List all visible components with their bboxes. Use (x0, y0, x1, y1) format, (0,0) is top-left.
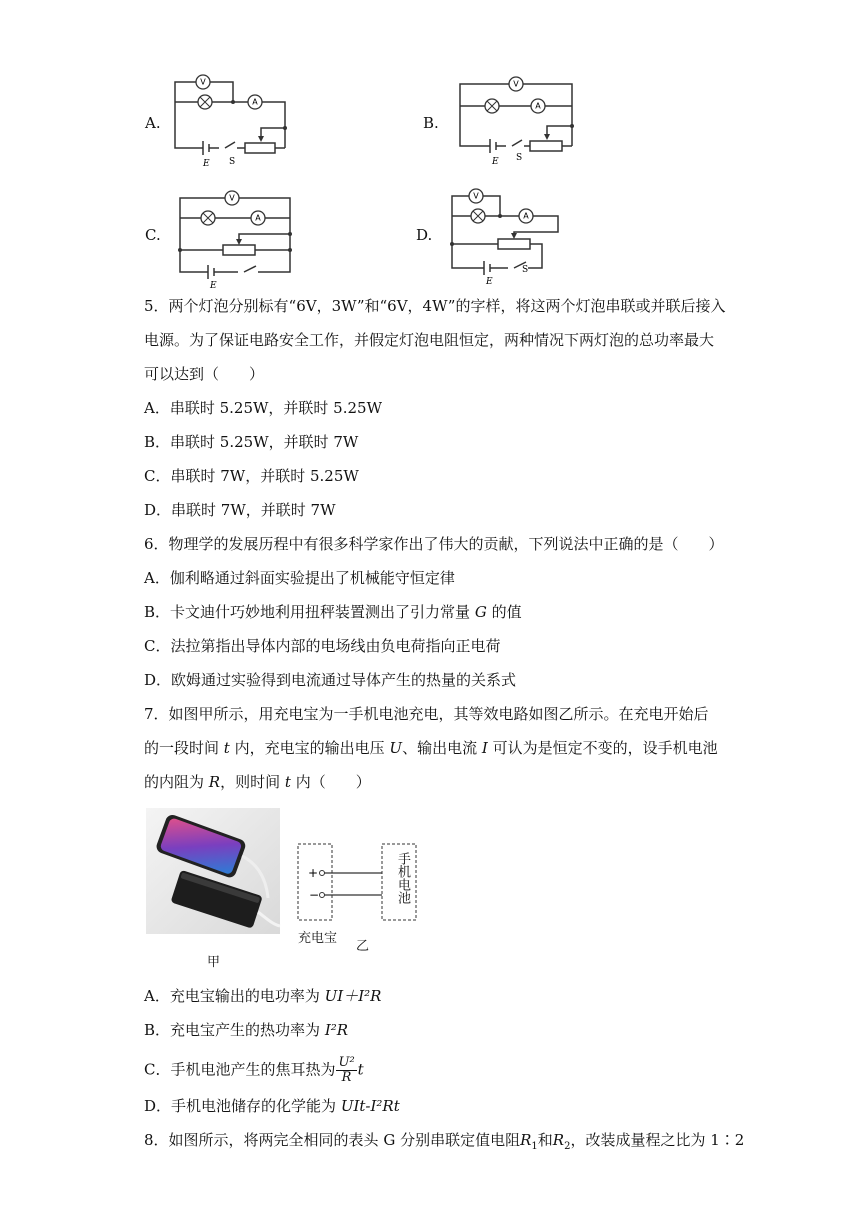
lamp-icon (471, 209, 485, 223)
q5-stem-line-3: 可以达到（ ） (144, 365, 265, 383)
lamp-icon (201, 211, 215, 225)
q6-option-c: C．法拉第指出导体内部的电场线由负电荷指向正电荷 (144, 637, 501, 655)
ammeter-icon (248, 95, 262, 109)
option-d-label: D. (416, 226, 433, 244)
option-b-label: B. (423, 114, 439, 132)
figure-yi-label: 乙 (356, 939, 370, 954)
svg-text:A: A (523, 211, 529, 221)
voltmeter-icon (509, 77, 523, 91)
q7-stem-line-1: 7．如图甲所示，用充电宝为一手机电池充电，其等效电路如图乙所示。在充电开始后 (144, 705, 709, 723)
q8-stem-line-1: 8．如图所示，将两完全相同的表头 G 分别串联定值电阻$R_1$和$R_2$，改装成量程之比为 1∶2 (144, 1131, 745, 1152)
fraction-u2-over-r: $\frac{\text{U²}}{R}$ (338, 1055, 355, 1085)
q6-option-d: D．欧姆通过实验得到电流通过导体产生的热量的关系式 (144, 671, 517, 689)
option-a-label: A. (145, 114, 161, 132)
svg-text:S: S (516, 153, 523, 163)
q6-option-a: A．伽利略通过斜面实验提出了机械能守恒定律 (144, 569, 455, 587)
svg-text:V: V (513, 79, 519, 89)
q7-option-c: C．手机电池产生的焦耳热为 $\frac{\text{U²}}{R}$ t (144, 1055, 364, 1085)
svg-text:A: A (255, 213, 261, 223)
q7-option-d: D．手机电池储存的化学能为 UIt-I²Rt (144, 1097, 400, 1115)
q5-option-d: D．串联时 7W，并联时 7W (144, 501, 336, 519)
ammeter-icon (531, 99, 545, 113)
circuit-diagram-b (450, 74, 580, 174)
svg-text:A: A (252, 97, 258, 107)
q7-stem-line-2: 的一段时间 t 内，充电宝的输出电压 U、输出电流 I 可认为是恒定不变的，设手机电池 (144, 739, 718, 757)
svg-text:E: E (203, 159, 210, 169)
figure-jia-label: 甲 (207, 955, 221, 970)
q7-option-a: A．充电宝输出的电功率为 UI＋I²R (144, 987, 382, 1005)
q7-option-b: B．充电宝产生的热功率为 I²R (144, 1021, 349, 1039)
q5-option-b: B．串联时 5.25W，并联时 7W (144, 433, 359, 451)
voltmeter-icon (196, 75, 210, 89)
svg-text:−: − (309, 888, 320, 902)
circuit-diagram-a (165, 68, 295, 173)
q7-stem-line-3: 的内阻为 R，则时间 t 内（ ） (144, 773, 371, 791)
q5-stem-line-1: 5．两个灯泡分别标有“6V，3W”和“6V，4W”的字样，将这两个灯泡串联或并联后接入 (144, 297, 726, 315)
q6-stem: 6．物理学的发展历程中有很多科学家作出了伟大的贡献，下列说法中正确的是（ ） (144, 535, 724, 553)
q5-option-c: C．串联时 7W，并联时 5.25W (144, 467, 359, 485)
svg-text:E: E (210, 281, 217, 291)
lamp-icon (198, 95, 212, 109)
lamp-icon (485, 99, 499, 113)
svg-text:S: S (522, 265, 529, 275)
charging-photo (146, 808, 280, 934)
circuit-diagram-c (168, 190, 298, 290)
svg-text:V: V (229, 193, 235, 203)
ammeter-icon (251, 211, 265, 225)
ammeter-icon (519, 209, 533, 223)
voltmeter-icon (469, 189, 483, 203)
svg-text:S: S (229, 157, 236, 167)
svg-text:V: V (473, 191, 479, 201)
svg-text:V: V (200, 77, 206, 87)
svg-text:E: E (492, 157, 499, 167)
powerbank-label: 充电宝 (298, 931, 338, 946)
option-c-label: C. (145, 226, 161, 244)
voltmeter-icon (225, 191, 239, 205)
svg-text:+: + (308, 866, 319, 880)
q5-option-a: A．串联时 5.25W，并联时 5.25W (144, 399, 383, 417)
svg-text:A: A (535, 101, 541, 111)
q6-option-b: B．卡文迪什巧妙地利用扭秤装置测出了引力常量 G 的值 (144, 603, 522, 621)
circuit-diagram-d (442, 184, 572, 289)
svg-text:E: E (486, 277, 493, 287)
phone-battery-label: 手机电池 (395, 852, 410, 904)
q5-stem-line-2: 电源。为了保证电路安全工作，并假定灯泡电阻恒定，两种情况下两灯泡的总功率最大 (144, 331, 715, 349)
